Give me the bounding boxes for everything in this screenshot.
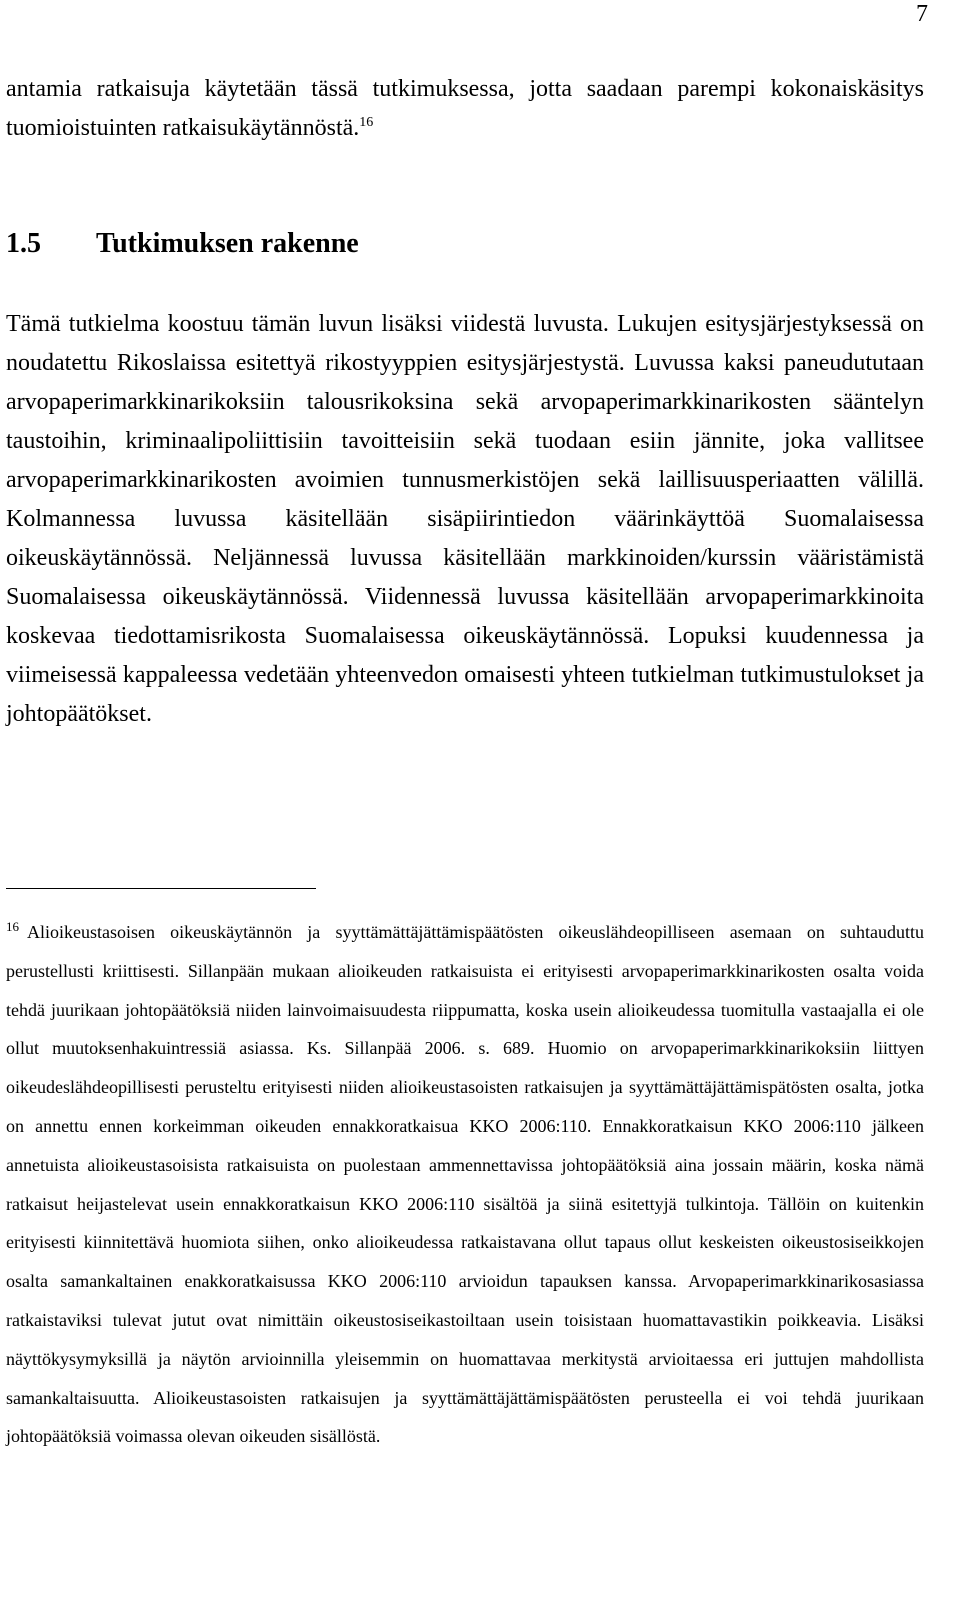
footnote-text: Alioikeustasoisen oikeuskäytännön ja syyttämättäjättämispäätösten oikeuslähdeopilliseen asemaan on suhtauduttu perustellusti kriittisesti. Sillanpään mukaan alioikeuden ratkaisuista ei erityisesti arvopaperimarkkinarikosten osalta voida tehdä juurikaan johtopäätöksiä niiden lainvoimaisuudesta riippumatta, koska usein alioikeudessa tuomitulla vastaajalla ei ole ollut muutoksenhakuintressiä asiassa. Ks. Sillanpää 2006. s. 689. Huomio on arvopaperimarkkinarikoksiin liittyen oikeudeslähdeopillisesti perusteltu erityisesti niiden alioikeustasoisten ratkaisujen ja syyttämättäjättämispätösten osalta, jotka on annettu ennen korkeimman oikeuden ennakkoratkaisua KKO 2006:110. Ennakkoratkaisun KKO 2006:110 jälkeen annetuista alioikeustasoisista ratkaisuista on puolestaan ammennettavissa johtopäätöksiä aina jossain määrin, koska nämä ratkaisut heijastelevat usein ennakkoratkaisun KKO 2006:110 sisältöä ja siinä esitettyjä tulkintoja. Tällöin on kuitenkin erityisesti kiinnitettävä huomiota siihen, onko alioikeudessa ratkaistavana ollut tapaus ollut keskeisten oikeustosiseikkojen osalta samankaltainen enakkoratkaisussa KKO 2006:110 arvioidun tapauksen kanssa. Arvopaperimarkkinarikosasiassa ratkaistaviksi tulevat jutut ovat nimittäin oikeustosiseikastoiltaan usein toisistaan huomattavastikin poikkeavia. Lisäksi näyttökysymyksillä ja näytön arvioinnilla yleisemmin on huomattavaa merkitystä arvioitaessa eri juttujen mahdollista samankaltaisuutta. Alioikeustasoisten ratkaisujen ja syyttämättäjättämispäätösten perusteella ei voi tehdä juurikaan johtopäätöksiä voimassa olevan oikeuden sisällöstä. (6, 922, 924, 1447)
structure-paragraph: Tämä tutkielma koostuu tämän luvun lisäksi viidestä luvusta. Lukujen esitysjärjestyksessä on noudatettu Rikoslaissa esitettyä rikostyyppien esitysjärjestystä. Luvussa kaksi paneudututaan arvopaperimarkkinarikoksiin talousrikoksina sekä arvopaperimarkkinarikosten sääntelyn taustoihin, kriminaalipoliittisiin tavoitteisiin sekä tuodaan esiin jännite, joka vallitsee arvopaperimarkkinarikosten avoimien tunnusmerkistöjen sekä laillisuusperiaatten välillä. Kolmannessa luvussa käsitellään sisäpiirintiedon väärinkäyttöä Suomalaisessa oikeuskäytännössä. Neljännessä luvussa käsitellään markkinoiden/kurssin vääristämistä Suomalaisessa oikeuskäytännössä. Viidennessä luvussa käsitellään arvopaperimarkkinoita koskevaa tiedottamisrikosta Suomalaisessa oikeuskäytännössä. Lopuksi kuudennessa ja viimeisessä kappaleessa vedetään yhteenvedon omaisesti yhteen tutkielman tutkimustulokset ja johtopäätökset. (6, 311, 924, 727)
page-number: 7 (916, 1, 928, 27)
section-title: Tutkimuksen rakenne (96, 228, 359, 259)
footnote-number: 16 (6, 919, 19, 934)
footnote-separator (6, 888, 316, 889)
section-heading (6, 226, 359, 262)
footnote-reference[interactable]: 16 (359, 115, 374, 130)
intro-text: antamia ratkaisuja käytetään tässä tutkimuksessa, jotta saadaan parempi kokonaiskäsitys tuomioistuinten ratkaisukäytännöstä. (6, 76, 924, 141)
section-number: 1.5 (6, 228, 41, 259)
footnote (6, 913, 924, 1456)
intro-paragraph (6, 70, 924, 148)
